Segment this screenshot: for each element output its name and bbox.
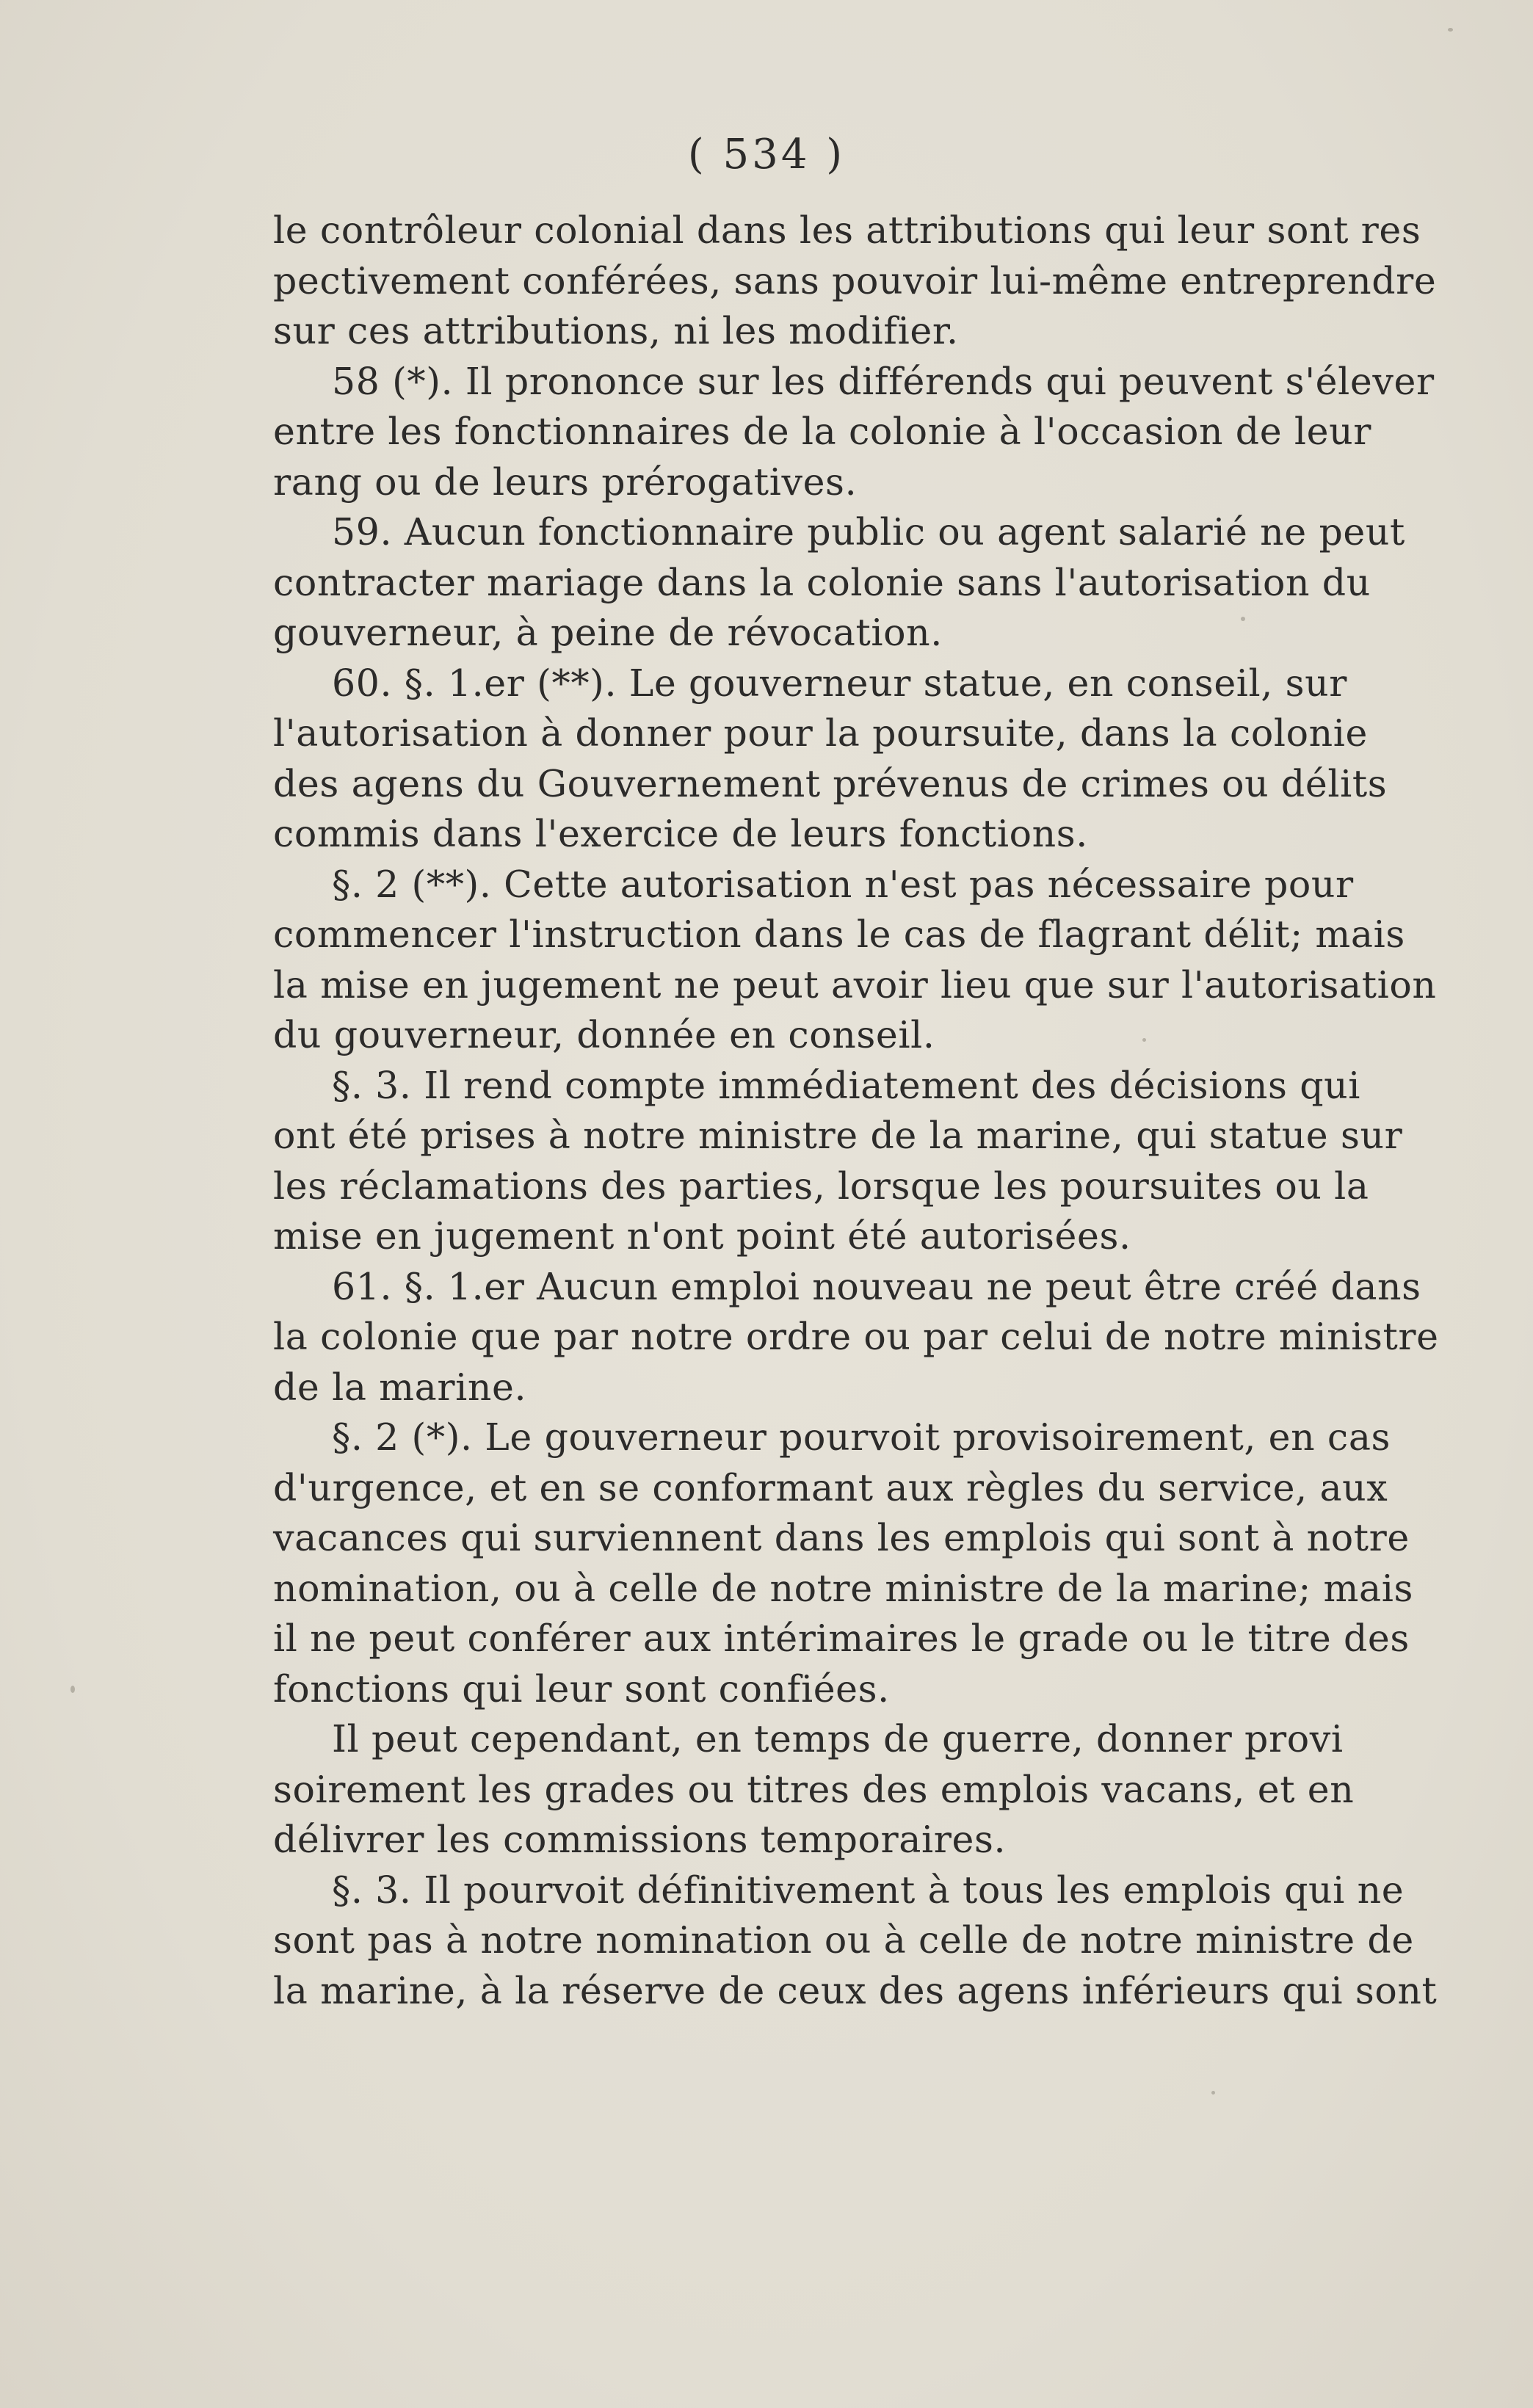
text-line: la mise en jugement ne peut avoir lieu que sur l'autorisation bbox=[273, 962, 1437, 1007]
text-line: de la marine. bbox=[273, 1365, 527, 1409]
body-text bbox=[273, 206, 1477, 2016]
text-line: d'urgence, et en se conformant aux règles du service, aux bbox=[273, 1465, 1388, 1509]
text-line: §. 3. Il pourvoit définitivement à tous les emplois qui ne bbox=[332, 1868, 1405, 1912]
text-line: le contrôleur colonial dans les attributions qui leur sont res bbox=[273, 208, 1421, 252]
text-line: sur ces attributions, ni les modifier. bbox=[273, 309, 959, 352]
text-line: sont pas à notre nomination ou à celle de notre ministre de bbox=[273, 1918, 1414, 1962]
text-line: des agens du Gouvernement prévenus de crimes ou délits bbox=[273, 761, 1388, 805]
paper-speck bbox=[70, 1686, 75, 1693]
paper-speck bbox=[1241, 617, 1245, 621]
text-line: §. 3. Il rend compte immédiatement des décisions qui bbox=[332, 1063, 1361, 1107]
text-line: rang ou de leurs prérogatives. bbox=[273, 460, 858, 504]
text-line: la marine, à la réserve de ceux des agens inférieurs qui sont bbox=[273, 1968, 1438, 2012]
text-line: §. 2 (**). Cette autorisation n'est pas nécessaire pour bbox=[332, 862, 1354, 906]
text-line: l'autorisation à donner pour la poursuite, dans la colonie bbox=[273, 711, 1368, 755]
paper-speck bbox=[1142, 1038, 1146, 1042]
text-line: les réclamations des parties, lorsque les poursuites ou la bbox=[273, 1164, 1369, 1208]
text-line: la colonie que par notre ordre ou par celui de notre ministre bbox=[273, 1315, 1439, 1358]
text-line: soirement les grades ou titres des emplois vacans, et en bbox=[273, 1767, 1355, 1811]
paper-speck bbox=[1448, 28, 1453, 32]
text-line: mise en jugement n'ont point été autorisées. bbox=[273, 1214, 1131, 1258]
text-line: fonctions qui leur sont confiées. bbox=[273, 1667, 890, 1711]
text-line: Il peut cependant, en temps de guerre, donner provi bbox=[332, 1717, 1344, 1760]
page-number: ( 534 ) bbox=[687, 131, 846, 178]
text-line: 61. §. 1.er Aucun emploi nouveau ne peut être créé dans bbox=[332, 1264, 1421, 1308]
text-line: délivrer les commissions temporaires. bbox=[273, 1818, 1007, 1861]
text-line: ont été prises à notre ministre de la marine, qui statue sur bbox=[273, 1114, 1403, 1157]
text-line: il ne peut conférer aux intérimaires le grade ou le titre des bbox=[273, 1617, 1410, 1660]
text-line: du gouverneur, donnée en conseil. bbox=[273, 1013, 935, 1056]
text-line: gouverneur, à peine de révocation. bbox=[273, 611, 943, 654]
paper-speck bbox=[1211, 2091, 1215, 2095]
text-line: vacances qui surviennent dans les emplois qui sont à notre bbox=[273, 1516, 1410, 1559]
text-line: nomination, ou à celle de notre ministre de la marine; mais bbox=[273, 1566, 1413, 1610]
text-line: §. 2 (*). Le gouverneur pourvoit provisoirement, en cas bbox=[332, 1415, 1391, 1459]
text-line: contracter mariage dans la colonie sans l'autorisation du bbox=[273, 560, 1371, 604]
text-line: pectivement conférées, sans pouvoir lui-même entreprendre bbox=[273, 258, 1437, 302]
text-line: 60. §. 1.er (**). Le gouverneur statue, en conseil, sur bbox=[332, 661, 1347, 705]
text-line: commencer l'instruction dans le cas de flagrant délit; mais bbox=[273, 913, 1405, 956]
text-line: entre les fonctionnaires de la colonie à l'occasion de leur bbox=[273, 410, 1371, 453]
text-line: 59. Aucun fonctionnaire public ou agent salarié ne peut bbox=[332, 510, 1405, 554]
text-line: commis dans l'exercice de leurs fonctions. bbox=[273, 812, 1088, 855]
text-line: 58 (*). Il prononce sur les différends qui peuvent s'élever bbox=[332, 359, 1435, 403]
